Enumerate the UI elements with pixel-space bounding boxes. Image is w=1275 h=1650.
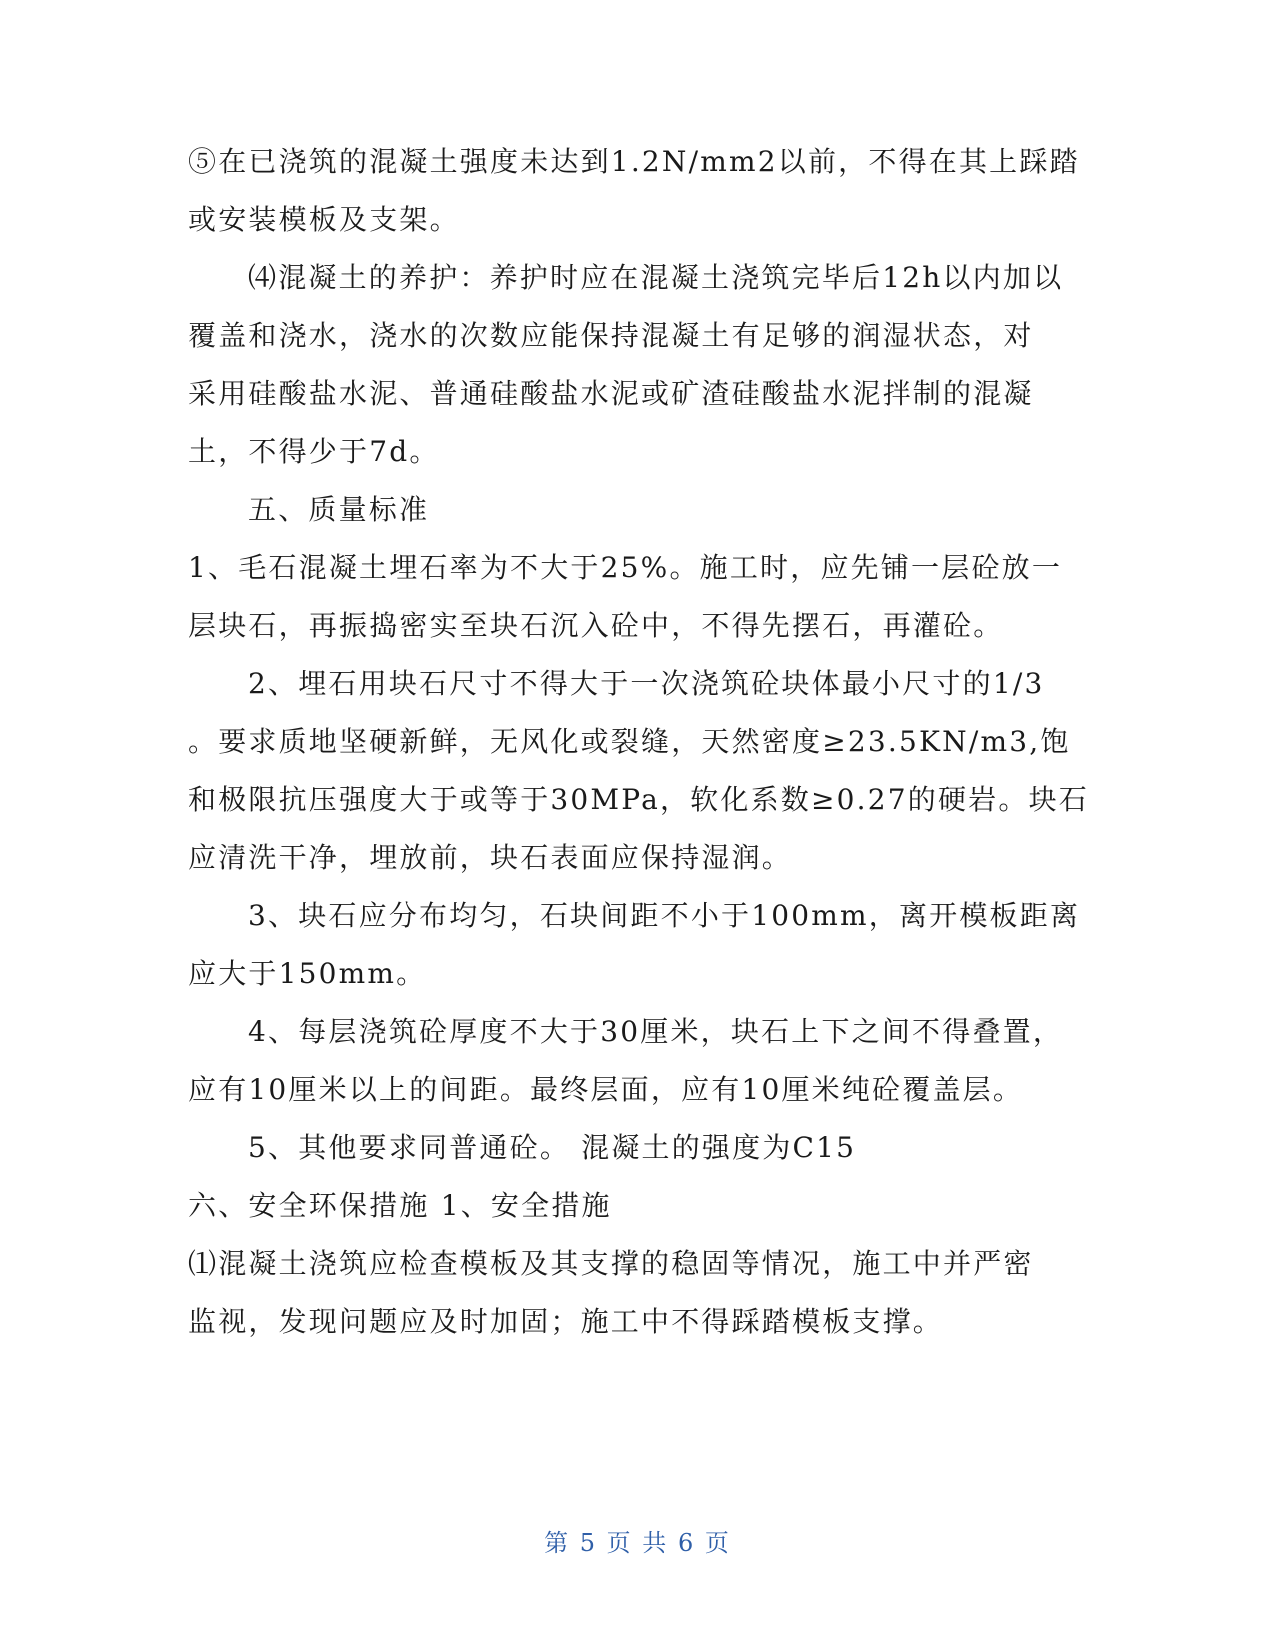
text-line: 层块石，再振捣密实至块石沉入砼中，不得先摆石，再灌砼。	[188, 609, 1004, 642]
footer-prefix: 第	[544, 1529, 571, 1557]
section-heading: 六、安全环保措施 1、安全措施	[188, 1189, 612, 1222]
text-line: ⑷混凝土的养护：养护时应在混凝土浇筑完毕后12h以内加以	[248, 261, 1064, 294]
total-pages-number: 6	[677, 1529, 696, 1557]
section-heading: 五、质量标准	[248, 493, 430, 526]
text-line: ⑤在已浇筑的混凝土强度未达到1.2N/mm2以前，不得在其上踩踏	[188, 145, 1080, 178]
text-line: 应有10厘米以上的间距。最终层面，应有10厘米纯砼覆盖层。	[188, 1073, 1024, 1106]
text-line: 5、其他要求同普通砼。 混凝土的强度为C15	[248, 1131, 857, 1164]
text-line: 1、毛石混凝土埋石率为不大于25%。施工时，应先铺一层砼放一	[188, 551, 1063, 584]
text-line: 2、埋石用块石尺寸不得大于一次浇筑砼块体最小尺寸的1/3	[248, 667, 1045, 700]
text-line: ⑴混凝土浇筑应检查模板及其支撑的稳固等情况，施工中并严密	[188, 1247, 1034, 1280]
text-line: 监视，发现问题应及时加固；施工中不得踩踏模板支撑。	[188, 1305, 944, 1338]
text-line: 覆盖和浇水，浇水的次数应能保持混凝土有足够的润湿状态，对	[188, 319, 1034, 352]
text-line: 土，不得少于7d。	[188, 435, 440, 468]
current-page-number: 5	[579, 1529, 598, 1557]
text-line: 。要求质地坚硬新鲜，无风化或裂缝，天然密度≥23.5KN/m3,饱	[188, 725, 1071, 758]
footer-suffix: 页	[704, 1529, 731, 1557]
text-line: 3、块石应分布均匀，石块间距不小于100mm，离开模板距离	[248, 899, 1081, 932]
text-line: 和极限抗压强度大于或等于30MPa，软化系数≥0.27的硬岩。块石	[188, 783, 1089, 816]
text-line: 采用硅酸盐水泥、普通硅酸盐水泥或矿渣硅酸盐水泥拌制的混凝	[188, 377, 1034, 410]
text-line: 应清洗干净，埋放前，块石表面应保持湿润。	[188, 841, 793, 874]
text-line: 应大于150mm。	[188, 957, 427, 990]
footer-mid: 页 共	[606, 1529, 669, 1557]
text-line: 或安装模板及支架。	[188, 203, 460, 236]
page-footer	[0, 1523, 1275, 1558]
text-line: 4、每层浇筑砼厚度不大于30厘米，块石上下之间不得叠置，	[248, 1015, 1064, 1048]
